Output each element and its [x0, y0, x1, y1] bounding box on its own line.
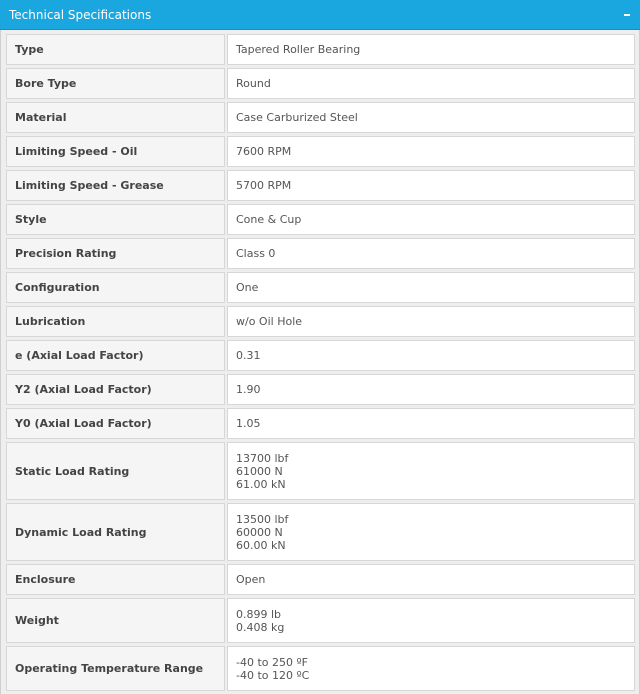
- spec-label: Lubrication: [6, 306, 225, 337]
- spec-value-line: 0.408 kg: [236, 620, 285, 634]
- spec-value-line: 0.31: [236, 349, 261, 362]
- spec-value: [227, 503, 635, 561]
- spec-value-line: 61000 N: [236, 464, 283, 478]
- spec-row: [6, 340, 635, 371]
- spec-value: [227, 564, 635, 595]
- spec-value-line: 0.899 lb: [236, 607, 282, 621]
- spec-value-line: 5700 RPM: [236, 179, 292, 192]
- spec-value: [227, 272, 635, 303]
- spec-value: [227, 238, 635, 269]
- spec-value: [227, 442, 635, 500]
- panel-title: Technical Specifications: [9, 7, 152, 22]
- spec-label: Static Load Rating: [6, 442, 225, 500]
- spec-label: Limiting Speed - Oil: [6, 136, 225, 167]
- specs-table: [4, 31, 637, 694]
- spec-row: [6, 272, 635, 303]
- spec-value-line: -40 to 250 ºF: [236, 655, 309, 669]
- panel-header[interactable]: [0, 0, 640, 30]
- spec-row: [6, 442, 635, 500]
- spec-value-line: 1.90: [236, 383, 261, 396]
- spec-label: Dynamic Load Rating: [6, 503, 225, 561]
- minus-icon[interactable]: [622, 10, 632, 20]
- spec-value: [227, 598, 635, 643]
- spec-label: Type: [6, 34, 225, 65]
- spec-label: Material: [6, 102, 225, 133]
- spec-value: [227, 136, 635, 167]
- spec-row: [6, 34, 635, 65]
- spec-value-line: 60000 N: [236, 525, 283, 539]
- spec-value: [227, 646, 635, 691]
- spec-value-line: Cone & Cup: [236, 213, 302, 226]
- spec-row: [6, 204, 635, 235]
- spec-value: [227, 306, 635, 337]
- spec-value-line: 61.00 kN: [236, 477, 286, 491]
- spec-label: Y2 (Axial Load Factor): [6, 374, 225, 405]
- spec-row: [6, 503, 635, 561]
- spec-value: [227, 170, 635, 201]
- spec-label: Operating Temperature Range: [6, 646, 225, 691]
- spec-value-line: Open: [236, 573, 266, 586]
- spec-value-line: Case Carburized Steel: [236, 111, 358, 124]
- spec-value: [227, 102, 635, 133]
- spec-row: [6, 564, 635, 595]
- spec-value-line: 60.00 kN: [236, 538, 286, 552]
- spec-label: Configuration: [6, 272, 225, 303]
- spec-value: [227, 408, 635, 439]
- spec-row: [6, 170, 635, 201]
- spec-label: Style: [6, 204, 225, 235]
- spec-value-line: 13700 lbf: [236, 451, 289, 465]
- spec-label: Precision Rating: [6, 238, 225, 269]
- spec-value: [227, 68, 635, 99]
- spec-row: [6, 598, 635, 643]
- spec-row: [6, 408, 635, 439]
- spec-value-line: -40 to 120 ºC: [236, 668, 310, 682]
- spec-value: [227, 34, 635, 65]
- spec-label: Enclosure: [6, 564, 225, 595]
- spec-row: [6, 374, 635, 405]
- spec-value-line: One: [236, 281, 259, 294]
- spec-label: Weight: [6, 598, 225, 643]
- spec-label: Limiting Speed - Grease: [6, 170, 225, 201]
- spec-row: [6, 646, 635, 691]
- spec-label: Bore Type: [6, 68, 225, 99]
- spec-value-line: Round: [236, 77, 271, 90]
- spec-value-line: Class 0: [236, 247, 276, 260]
- spec-label: e (Axial Load Factor): [6, 340, 225, 371]
- spec-value-line: Tapered Roller Bearing: [236, 43, 361, 56]
- spec-row: [6, 136, 635, 167]
- spec-value-line: w/o Oil Hole: [236, 315, 303, 328]
- spec-value-line: 1.05: [236, 417, 261, 430]
- spec-row: [6, 238, 635, 269]
- spec-value: [227, 340, 635, 371]
- spec-label: Y0 (Axial Load Factor): [6, 408, 225, 439]
- spec-row: [6, 102, 635, 133]
- specs-table-wrapper: [0, 30, 640, 694]
- spec-value: [227, 204, 635, 235]
- spec-value-line: 13500 lbf: [236, 512, 289, 526]
- spec-row: [6, 68, 635, 99]
- spec-value: [227, 374, 635, 405]
- spec-row: [6, 306, 635, 337]
- spec-value-line: 7600 RPM: [236, 145, 292, 158]
